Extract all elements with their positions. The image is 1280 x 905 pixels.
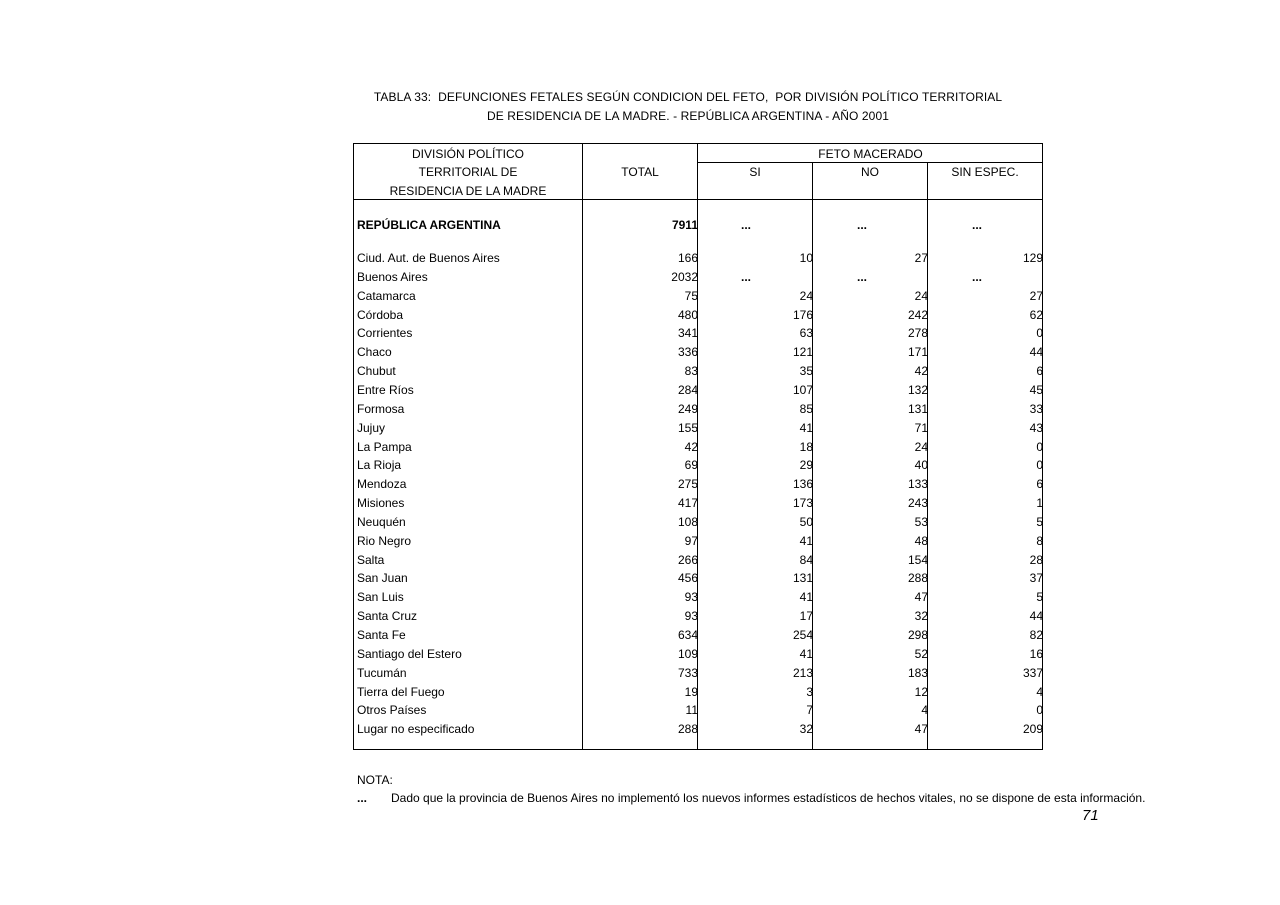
row-si: 17 (799, 609, 813, 624)
row-no: 243 (907, 496, 928, 511)
row-si: 24 (799, 288, 813, 303)
row-total: 733 (677, 665, 698, 680)
header-si: SI (749, 165, 761, 179)
row-si: 41 (799, 646, 813, 661)
table-row (354, 268, 1044, 286)
row-si: 176 (792, 307, 813, 322)
header-division-line3: RESIDENCIA DE LA MADRE (389, 184, 547, 198)
row-no: 242 (907, 307, 928, 322)
row-sin-espec: 44 (1029, 345, 1043, 360)
row-sin-espec: ... (972, 218, 983, 232)
row-total: 480 (677, 307, 698, 322)
row-si: 85 (799, 401, 813, 416)
table-row (354, 551, 1044, 569)
table-title-line1: TABLA 33: DEFUNCIONES FETALES SEGÚN CONDICION DEL FETO, POR DIVISIÓN POLÍTICO TERRITORIAL (373, 90, 1003, 104)
row-si: 173 (792, 496, 813, 511)
row-name: San Luis (357, 590, 404, 605)
group-header-divider (697, 162, 1042, 163)
row-total: 11 (685, 703, 698, 718)
table-row (354, 701, 1044, 719)
row-si: 41 (799, 420, 813, 435)
row-no: 24 (914, 288, 928, 303)
row-no: 133 (907, 477, 928, 492)
row-no: 27 (914, 251, 928, 265)
header-sin-espec: SIN ESPEC. (951, 165, 1019, 179)
row-name: La Rioja (357, 458, 402, 473)
row-total: 166 (677, 251, 698, 265)
table-row (354, 532, 1044, 550)
row-no: 12 (914, 684, 928, 699)
row-no: 132 (907, 382, 928, 397)
table-row (354, 400, 1044, 418)
row-total: 2032 (671, 269, 698, 284)
row-si: 107 (792, 382, 813, 397)
row-name: Jujuy (357, 420, 386, 435)
row-no: 52 (914, 646, 928, 661)
row-sin-espec: 5 (1036, 514, 1043, 529)
note-text: Dado que la provincia de Buenos Aires no implementó los nuevos informes estadísticos de hechos vitales, no se dispone de esta información. (391, 791, 1146, 805)
row-total: 275 (677, 477, 698, 492)
row-no: 71 (914, 420, 928, 435)
row-no: 288 (907, 571, 928, 586)
row-sin-espec: 0 (1036, 439, 1043, 454)
row-si: 63 (799, 326, 813, 341)
row-name: Santa Cruz (357, 609, 418, 624)
row-si: 29 (799, 458, 813, 473)
row-name: Ciud. Aut. de Buenos Aires (357, 251, 500, 265)
row-sin-espec: 1 (1036, 496, 1043, 511)
row-no: 278 (907, 326, 928, 341)
row-sin-espec: 33 (1029, 401, 1043, 416)
row-total: 75 (684, 288, 698, 303)
row-total: 266 (677, 552, 698, 567)
note-mark: ... (357, 791, 368, 805)
row-si: 18 (799, 439, 813, 454)
table-row (354, 419, 1044, 437)
row-name: Otros Países (357, 703, 427, 718)
row-name: Santa Fe (357, 628, 406, 642)
header-divider (354, 199, 1042, 200)
table-row (354, 287, 1044, 305)
row-total: 42 (684, 439, 698, 454)
row-total: 288 (677, 722, 698, 737)
row-no: 40 (914, 458, 928, 473)
table-row (354, 475, 1044, 493)
row-total: 83 (684, 364, 698, 379)
table-row (354, 381, 1044, 399)
row-name: Formosa (357, 401, 405, 416)
row-si: 32 (799, 722, 813, 737)
row-total: 341 (677, 326, 698, 341)
row-si: 136 (792, 477, 813, 492)
header-total: TOTAL (621, 165, 659, 179)
header-feto-macerado: FETO MACERADO (818, 147, 923, 161)
table-row (354, 626, 1044, 644)
table-row (354, 588, 1044, 606)
row-total: 336 (677, 345, 698, 360)
row-sin-espec: 16 (1029, 646, 1043, 661)
row-no: 24 (914, 439, 928, 454)
row-sin-espec: 0 (1036, 458, 1043, 473)
data-table (353, 143, 1043, 750)
row-no: 4 (921, 703, 928, 718)
row-total: 155 (677, 420, 698, 435)
row-total: 97 (684, 533, 698, 548)
row-no: 48 (914, 533, 928, 548)
row-sin-espec: 209 (1022, 722, 1043, 737)
row-name: Chubut (357, 364, 396, 379)
table-row (354, 683, 1044, 701)
header-division-line2: TERRITORIAL DE (418, 165, 518, 179)
row-si: 3 (806, 684, 813, 699)
row-total: 7911 (671, 218, 698, 232)
row-name: Mendoza (357, 477, 407, 492)
row-sin-espec: ... (972, 269, 983, 284)
row-name: Lugar no especificado (357, 722, 475, 737)
row-name: Tucumán (357, 665, 407, 680)
row-name: San Juan (357, 571, 408, 586)
row-si: 41 (799, 533, 813, 548)
row-sin-espec: 37 (1029, 571, 1043, 586)
row-si: 50 (799, 514, 813, 529)
row-sin-espec: 0 (1036, 326, 1043, 341)
table-row (354, 249, 1044, 267)
row-name: Córdoba (357, 307, 404, 322)
row-si: 35 (799, 364, 813, 379)
row-no: 298 (907, 628, 928, 642)
row-no: ... (857, 218, 868, 232)
row-si: 7 (806, 703, 813, 718)
row-si: 131 (792, 571, 813, 586)
row-name: Misiones (357, 496, 405, 511)
row-si: 254 (792, 628, 813, 642)
table-row (354, 720, 1044, 738)
note-label: NOTA: (357, 773, 393, 787)
row-si: 10 (799, 251, 813, 265)
table-row (354, 494, 1044, 512)
row-si: 121 (792, 345, 813, 360)
row-no: 154 (907, 552, 928, 567)
row-sin-espec: 337 (1022, 665, 1043, 680)
row-total: 109 (677, 646, 698, 661)
row-si: 84 (799, 552, 813, 567)
note-line (357, 791, 1145, 805)
row-sin-espec: 27 (1029, 288, 1043, 303)
row-no: 47 (914, 722, 928, 737)
row-name: Catamarca (357, 288, 416, 303)
row-no: 32 (914, 609, 928, 624)
row-sin-espec: 43 (1029, 420, 1043, 435)
row-sin-espec: 45 (1029, 382, 1043, 397)
table-row (354, 438, 1044, 456)
row-no: 47 (914, 590, 928, 605)
row-total: 417 (677, 496, 698, 511)
row-name: Rio Negro (357, 533, 412, 548)
row-sin-espec: 6 (1036, 477, 1043, 492)
header-no: NO (861, 165, 879, 179)
table-row (354, 569, 1044, 587)
row-si: ... (741, 269, 752, 284)
row-total: 284 (677, 382, 698, 397)
page-number: 71 (1082, 807, 1099, 824)
row-total: 456 (677, 571, 698, 586)
row-name: La Pampa (357, 439, 412, 454)
row-name: Buenos Aires (357, 269, 428, 284)
row-sin-espec: 6 (1036, 364, 1043, 379)
table-row (354, 513, 1044, 531)
table-row (354, 607, 1044, 625)
row-sin-espec: 5 (1036, 590, 1043, 605)
row-total: 249 (677, 401, 698, 416)
row-si: 213 (792, 665, 813, 680)
row-name: REPÚBLICA ARGENTINA (357, 218, 501, 232)
row-total: 69 (684, 458, 698, 473)
header-division-line1: DIVISIÓN POLÍTICO (411, 147, 525, 161)
row-name: Chaco (357, 345, 392, 360)
row-sin-espec: 129 (1022, 251, 1043, 265)
row-sin-espec: 28 (1029, 552, 1043, 567)
row-sin-espec: 4 (1036, 684, 1043, 699)
row-total: 108 (677, 514, 698, 529)
table-row (354, 306, 1044, 324)
row-sin-espec: 44 (1029, 609, 1043, 624)
row-sin-espec: 82 (1029, 628, 1043, 642)
row-name: Santiago del Estero (357, 646, 462, 661)
row-sin-espec: 0 (1036, 703, 1043, 718)
row-total: 634 (677, 628, 698, 642)
table-row (354, 645, 1044, 663)
row-total: 19 (684, 684, 698, 699)
row-no: 42 (914, 364, 928, 379)
row-name: Salta (357, 552, 385, 567)
row-si: ... (741, 218, 752, 232)
row-no: 183 (907, 665, 928, 680)
table-row (354, 343, 1044, 361)
row-no: 131 (907, 401, 928, 416)
row-no: 171 (907, 345, 928, 360)
row-total: 93 (684, 609, 698, 624)
row-sin-espec: 8 (1036, 533, 1043, 548)
row-si: 41 (799, 590, 813, 605)
row-name: Neuquén (357, 514, 406, 529)
table-title-line2: DE RESIDENCIA DE LA MADRE. - REPÚBLICA ARGENTINA - AÑO 2001 (486, 109, 890, 123)
table-row (354, 324, 1044, 342)
row-total: 93 (684, 590, 698, 605)
table-row (354, 664, 1044, 682)
table-row-national (354, 216, 1044, 234)
row-name: Corrientes (357, 326, 413, 341)
row-no: ... (857, 269, 868, 284)
row-name: Entre Ríos (357, 382, 414, 397)
row-no: 53 (914, 514, 928, 529)
table-row (354, 362, 1044, 380)
table-row (354, 456, 1044, 474)
row-sin-espec: 62 (1029, 307, 1043, 322)
row-name: Tierra del Fuego (357, 684, 445, 699)
